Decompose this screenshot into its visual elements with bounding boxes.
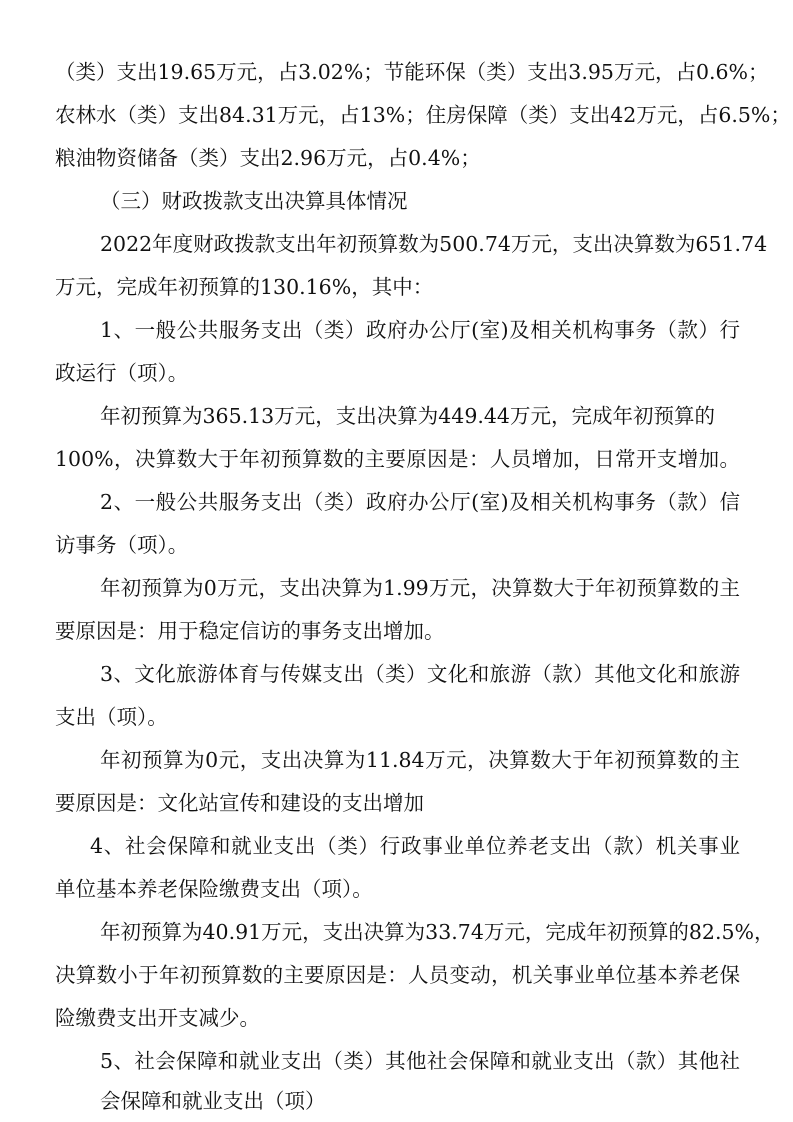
text-line: 决算数小于年初预算数的主要原因是：人员变动，机关事业单位基本养老保	[55, 963, 740, 987]
item-heading: 支出（项）。	[55, 705, 168, 729]
item-heading: 3、文化旅游体育与传媒支出（类）文化和旅游（款）其他文化和旅游	[100, 662, 740, 686]
item-heading: 5、社会保障和就业支出（类）其他社会保障和就业支出（款）其他社	[100, 1049, 740, 1073]
text-line: 年初预算为40.91万元，支出决算为33.74万元，完成年初预算的82.5%，	[100, 920, 775, 944]
text-line: 要原因是：文化站宣传和建设的支出增加	[55, 791, 424, 815]
item-heading: 单位基本养老保险缴费支出（项）。	[55, 877, 373, 901]
item-heading: 4、社会保障和就业支出（类）行政事业单位养老支出（款）机关事业	[90, 834, 740, 858]
text-line: 100%，决算数大于年初预算数的主要原因是：人员增加，日常开支增加。	[55, 447, 740, 471]
item-heading: 2、一般公共服务支出（类）政府办公厅(室)及相关机构事务（款）信	[100, 490, 740, 514]
text-line: 要原因是：用于稳定信访的事务支出增加。	[55, 619, 445, 643]
item-heading: 1、一般公共服务支出（类）政府办公厅(室)及相关机构事务（款）行	[100, 318, 740, 342]
section-heading: （三）财政拨款支出决算具体情况	[100, 189, 408, 213]
text-line: 年初预算为0元，支出决算为11.84万元，决算数大于年初预算数的主	[100, 748, 740, 772]
text-line: （类）支出19.65万元，占3.02%；节能环保（类）支出3.95万元，占0.6%；	[55, 60, 769, 84]
text-line: 粮油物资储备（类）支出2.96万元，占0.4%；	[55, 146, 481, 170]
text-line: 万元，完成年初预算的130.16%，其中：	[55, 275, 434, 299]
text-line: 农林水（类）支出84.31万元，占13%；住房保障（类）支出42万元，占6.5%；	[55, 103, 791, 127]
text-line: 年初预算为0万元，支出决算为1.99万元，决算数大于年初预算数的主	[100, 576, 740, 600]
item-heading: 会保障和就业支出（项）	[100, 1089, 326, 1113]
text-line: 年初预算为365.13万元，支出决算为449.44万元，完成年初预算的	[100, 404, 715, 428]
text-line: 2022年度财政拨款支出年初预算数为500.74万元，支出决算数为651.74	[100, 232, 768, 256]
text-line: 险缴费支出开支减少。	[55, 1006, 260, 1030]
item-heading: 政运行（项）。	[55, 361, 189, 385]
item-heading: 访事务（项）。	[55, 533, 189, 557]
